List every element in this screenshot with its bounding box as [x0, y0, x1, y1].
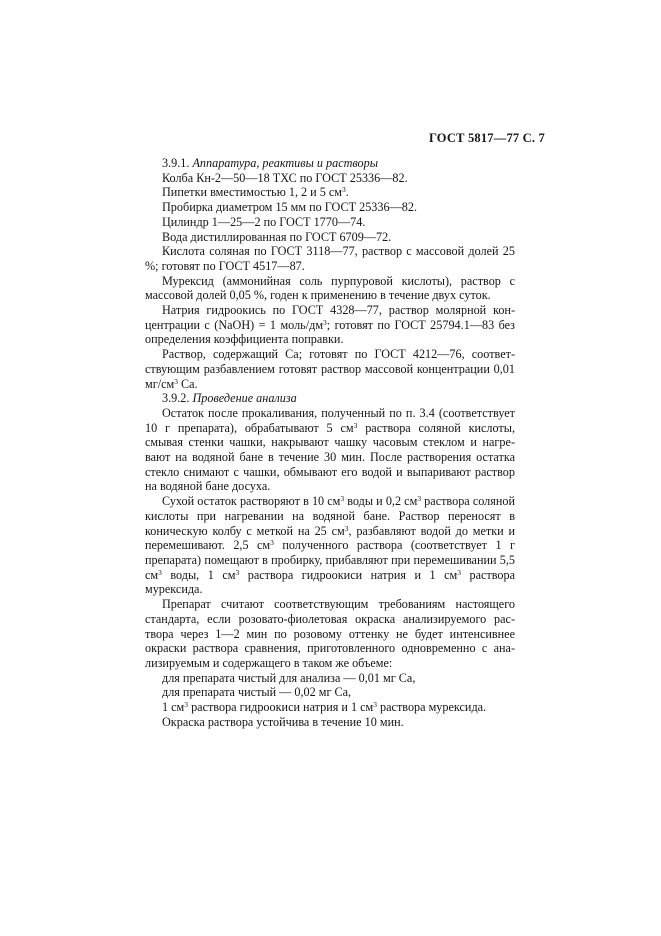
section-number: 3.9.1. [162, 156, 190, 170]
page-header: ГОСТ 5817—77 С. 7 [428, 131, 545, 145]
superscript-3: 3 [235, 567, 240, 577]
item-calcium-solution: Раствор, содержащий Са; готовят по ГОСТ 4212—76, соответствующим разбавлением готовят раствор массовой концентрации 0,01 $мг/см^3$ Са. [145, 347, 515, 391]
superscript-3: 3 [373, 700, 377, 710]
superscript-3: 3 [417, 494, 422, 504]
superscript-3: 3 [174, 376, 178, 386]
section-number: 3.9.2. [162, 391, 190, 406]
superscript-3: 3 [344, 523, 349, 533]
paragraph-stability: Окраска раствора устойчива в течение 10 мин. [162, 714, 404, 729]
superscript-3: 3 [158, 567, 162, 577]
list-item-pure-grade: для препарата чистый — 0,02 мг Са, [162, 685, 352, 700]
document-body [145, 156, 515, 729]
item-water: Вода дистиллированная по ГОСТ 6709—72. [162, 229, 392, 244]
section-title: Аппаратура, реактивы и растворы [192, 156, 378, 170]
item-flask: Колба Кн-2—50—18 ТХС по ГОСТ 25336—82. [162, 170, 408, 185]
superscript-3: 3 [184, 700, 189, 710]
item-sodium-hydroxide: Натрия гидроокись по ГОСТ 4328—77, раствор молярной концентрации c (NaOH) = 1 моль/$дм^3$; готовят по ГОСТ 25794.1—83 без определения коэффициента поправки. [145, 303, 515, 347]
item-pipettes: Пипетки вместимостью 1, 2 и 5 $см^3$. [162, 185, 349, 200]
section-3-9-1-heading [145, 156, 515, 171]
superscript-3: 3 [353, 420, 358, 430]
list-item-analytical-grade: для препарата чистый для анализа — 0,01 мг Са, [162, 670, 416, 685]
item-test-tube: Пробирка диаметром 15 мм по ГОСТ 25336—82. [162, 200, 418, 215]
paragraph-criteria: Препарат считают соответствующим требованиям настоящего стандарта, если розовато-фиолетовая окраска анализируемого раствора через 1—2 мин по розовому оттенку не будет интенсивнее окраски раствора сравнения, приготовленного одновременно с анализируемым и содержащего в таком же объеме: [145, 597, 515, 670]
item-murexide: Мурексид (аммонийная соль пурпуровой кислоты), раствор с массовой долей 0,05 %, годен к применению в течение двух суток. [145, 273, 515, 303]
paragraph-residue: Остаток после прокаливания, полученный по п. 3.4 (соответствует 10 г препарата), обрабатывают 5 $см^3$ раствора соляной кислоты, смывая стенки чашки, накрывают чашку часовым стеклом и нагревают на водяной бане в течение 30 мин. После растворения остатка стекло снимают с чашки, обмывают его водой и выпаривают раствор на водяной бане досуха. [145, 405, 515, 494]
list-item-reagents: 1 $см^3$ раствора гидроокиси натрия и 1 $см^3$ раствора мурексида. [162, 700, 487, 715]
superscript-3: 3 [323, 317, 327, 327]
section-title: Проведение анализа [192, 391, 297, 406]
superscript-3: 3 [342, 185, 346, 195]
item-cylinder: Цилиндр 1—25—2 по ГОСТ 1770—74. [162, 214, 366, 229]
superscript-3: 3 [457, 567, 461, 577]
item-hydrochloric-acid: Кислота соляная по ГОСТ 3118—77, раствор с массовой долей 25 %; готовят по ГОСТ 4517—87. [145, 244, 515, 273]
section-3-9-2-heading [145, 391, 515, 406]
superscript-3: 3 [270, 538, 274, 548]
superscript-3: 3 [340, 494, 345, 504]
paragraph-dissolution: Сухой остаток растворяют в 10 $см^3$ воды и 0,2 $см^3$ раствора соляной кислоты при нагревании на водяной бане. Раствор переносят в коническую колбу с меткой на 25 $см^3$, разбавляют водой до метки и перемешивают. 2,5 $см^3$ полученного раствора (соответствует 1 г препарата) помещают в пробирку, прибавляют при перемешивании 5,5 $см^3$ воды, 1 $см^3$ раствора гидроокиси натрия и 1 $см^3$ раствора мурексида. [145, 494, 515, 597]
